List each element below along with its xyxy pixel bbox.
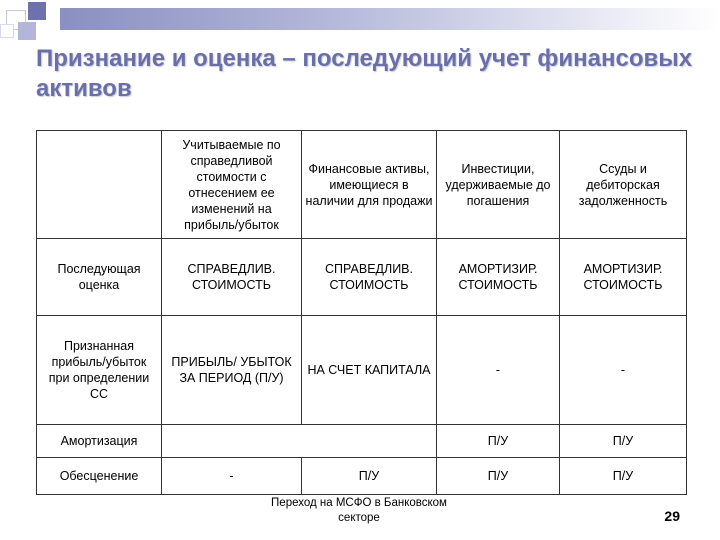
assets-table <box>36 130 687 495</box>
table-cell: АМОРТИЗИР. СТОИМОСТЬ <box>437 239 560 316</box>
row-label: Последующая оценка <box>37 239 162 316</box>
table-row <box>37 458 687 495</box>
table-cell: НА СЧЕТ КАПИТАЛА <box>302 316 437 425</box>
decorative-square-icon <box>0 24 14 38</box>
table-cell: АМОРТИЗИР. СТОИМОСТЬ <box>560 239 687 316</box>
table-cell: СПРАВЕДЛИВ. СТОИМОСТЬ <box>302 239 437 316</box>
row-label: Амортизация <box>37 425 162 458</box>
table-cell: - <box>162 458 302 495</box>
header-cell-empty <box>37 131 162 239</box>
slide-title: Признание и оценка – последующий учет финансовых активов <box>36 45 693 102</box>
header-cell: Инвестиции, удерживаемые до погашения <box>437 131 560 239</box>
table-cell: ПРИБЫЛЬ/ УБЫТОК ЗА ПЕРИОД (П/У) <box>162 316 302 425</box>
table-cell: П/У <box>437 458 560 495</box>
table-row <box>37 425 687 458</box>
table-cell <box>162 425 437 458</box>
row-label: Признанная прибыль/убыток при определении СС <box>37 316 162 425</box>
table-row <box>37 316 687 425</box>
decorative-square-icon <box>28 2 46 20</box>
table-cell: П/У <box>302 458 437 495</box>
decorative-square-icon <box>18 22 36 40</box>
table-cell: П/У <box>560 425 687 458</box>
header-cell: Учитываемые по справедливой стоимости с отнесением ее изменений на прибыль/убыток <box>162 131 302 239</box>
header-cell: Ссуды и дебиторская задолженность <box>560 131 687 239</box>
table-cell: П/У <box>560 458 687 495</box>
table-cell: - <box>437 316 560 425</box>
page-number: 29 <box>664 508 680 524</box>
table-cell: П/У <box>437 425 560 458</box>
table-row <box>37 239 687 316</box>
table-cell: - <box>560 316 687 425</box>
table-cell: СПРАВЕДЛИВ. СТОИМОСТЬ <box>162 239 302 316</box>
header-gradient-bar <box>60 8 720 30</box>
slide-footer: Переход на МСФО в Банковском секторе <box>271 497 447 524</box>
header-cell: Финансовые активы, имеющиеся в наличии для продажи <box>302 131 437 239</box>
table-header-row <box>37 131 687 239</box>
row-label: Обесценение <box>37 458 162 495</box>
